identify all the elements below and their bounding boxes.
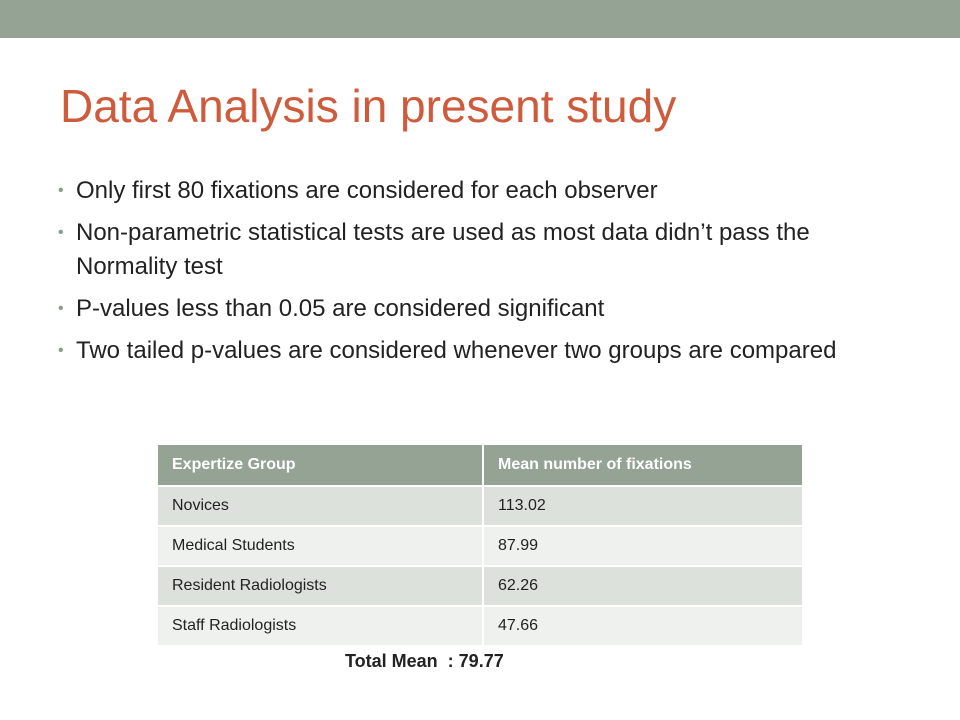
cell-group: Resident Radiologists (158, 566, 483, 606)
bullet-item (56, 334, 906, 368)
bullet-item (56, 174, 906, 208)
cell-mean: 62.26 (483, 566, 802, 606)
table-header-row (158, 445, 802, 486)
bullet-text: P-values less than 0.05 are considered significant (76, 295, 605, 322)
header-mean-fixations: Mean number of fixations (483, 445, 802, 486)
top-accent-bar (0, 0, 960, 38)
bullet-list (56, 174, 906, 376)
table-row (158, 566, 802, 606)
cell-mean: 47.66 (483, 606, 802, 645)
bullet-text: Two tailed p-values are considered whenever two groups are compared (76, 337, 837, 364)
table-row (158, 486, 802, 526)
bullet-dot-icon: • (58, 342, 64, 359)
bullet-item (56, 216, 906, 284)
cell-mean: 113.02 (483, 486, 802, 526)
cell-group: Staff Radiologists (158, 606, 483, 645)
total-mean-label: Total Mean : 79.77 (345, 651, 504, 671)
bullet-text: Non-parametric statistical tests are used as most data didn’t pass the Normality test (76, 219, 810, 280)
table-row (158, 606, 802, 645)
cell-group: Novices (158, 486, 483, 526)
bullet-item (56, 292, 906, 326)
bullet-text: Only first 80 fixations are considered for each observer (76, 177, 658, 204)
bullet-dot-icon: • (58, 224, 64, 241)
bullet-dot-icon: • (58, 300, 64, 317)
cell-mean: 87.99 (483, 526, 802, 566)
slide-title: Data Analysis in present study (60, 80, 677, 132)
fixations-table (158, 445, 802, 645)
cell-group: Medical Students (158, 526, 483, 566)
table-row (158, 526, 802, 566)
header-expertize-group: Expertize Group (158, 445, 483, 486)
bullet-dot-icon: • (58, 182, 64, 199)
